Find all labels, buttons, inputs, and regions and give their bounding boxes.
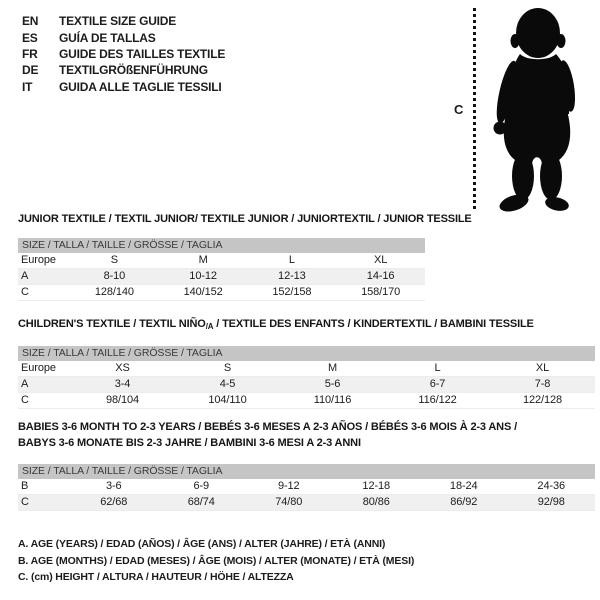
table-cell: 158/170 (361, 286, 401, 298)
row-label: A (21, 270, 29, 282)
lang-row-es (22, 29, 225, 45)
column-header: L (288, 254, 295, 266)
table-cell: 128/140 (94, 286, 134, 298)
footnote-a: A. AGE (YEARS) / EDAD (AÑOS) / ÂGE (ANS) / ALTER (JAHRE) / ETÀ (ANNI) (18, 538, 386, 550)
children-title-sub: /A (205, 322, 214, 331)
children-section-title (18, 318, 534, 331)
table-row-months (18, 479, 595, 495)
lang-code: FR (22, 46, 38, 61)
row-label: C (21, 286, 29, 298)
language-guide-list (22, 13, 225, 95)
table-header-row (18, 361, 595, 377)
column-header: L (434, 362, 441, 374)
table-row-age (18, 377, 595, 393)
table-cell: 74/80 (275, 496, 303, 508)
table-cell: 12-18 (362, 480, 391, 492)
junior-size-table (18, 238, 425, 301)
table-cell: 12-13 (278, 270, 306, 282)
lang-label: GUIDA ALLE TAGLIE TESSILI (59, 79, 222, 94)
table-cell: 104/110 (208, 394, 247, 406)
table-cell: 152/158 (272, 286, 312, 298)
table-cell: 92/98 (537, 496, 565, 508)
row-label: C (21, 496, 29, 508)
footnote-b: B. AGE (MONTHS) / EDAD (MESES) / ÂGE (MOIS) / ALTER (MONATE) / ETÀ (MESI) (18, 554, 415, 567)
lang-row-it (22, 79, 225, 95)
table-cell: 24-36 (537, 480, 566, 492)
lang-label: GUÍA DE TALLAS (59, 30, 156, 45)
table-cell: 68/74 (187, 496, 215, 508)
table-cell: 62/68 (100, 496, 128, 508)
table-cell: 7-8 (534, 378, 551, 390)
children-size-table (18, 346, 595, 409)
junior-section-title: JUNIOR TEXTILE / TEXTIL JUNIOR/ TEXTILE JUNIOR / JUNIORTEXTIL / JUNIOR TESSILE (18, 213, 472, 225)
babies-title-line2: BABYS 3-6 MONATE BIS 2-3 JAHRE / BAMBINI 3-6 MESI A 2-3 ANNI (18, 437, 361, 449)
babies-section-title (18, 419, 517, 451)
table-cell: 9-12 (277, 480, 300, 492)
table-cell: 6-7 (429, 378, 446, 390)
table-cell: 18-24 (449, 480, 478, 492)
table-cell: 86/92 (450, 496, 478, 508)
lang-code: IT (22, 79, 33, 94)
children-title-post: / TEXTILE DES ENFANTS / KINDERTEXTIL / BAMBINI TESSILE (213, 318, 534, 330)
column-header: XL (373, 254, 388, 266)
column-header: M (198, 254, 208, 266)
table-cell: 10-12 (189, 270, 217, 282)
lang-label: GUIDE DES TAILLES TEXTILE (59, 46, 226, 61)
height-measure-figure (446, 4, 596, 216)
lang-code: EN (22, 14, 39, 29)
column-header: S (223, 362, 232, 374)
column-header: S (110, 254, 118, 266)
column-header: M (327, 362, 338, 374)
lang-code: DE (22, 63, 39, 78)
table-cell: 3-6 (105, 480, 122, 492)
lang-label: TEXTILGRÖßENFÜHRUNG (59, 63, 208, 78)
column-header: Europe (21, 362, 56, 374)
size-header-bar: SIZE / TALLA / TAILLE / GRÖSSE / TAGLIA (18, 238, 425, 253)
row-label: C (21, 394, 29, 406)
baby-silhouette-icon (486, 4, 588, 214)
footnote-legend (18, 536, 414, 586)
column-header: Europe (21, 254, 56, 266)
column-header: XL (535, 362, 550, 374)
footnote-c: C. (cm) HEIGHT / ALTURA / HAUTEUR / HÖHE / ALTEZZA (18, 571, 294, 583)
table-row-height (18, 393, 595, 409)
size-header-bar: SIZE / TALLA / TAILLE / GRÖSSE / TAGLIA (18, 346, 595, 361)
table-cell: 8-10 (103, 270, 126, 282)
babies-title-line1: BABIES 3-6 MONTH TO 2-3 YEARS / BEBÉS 3-6 MESES A 2-3 AÑOS / BÉBÉS 3-6 MOIS À 2-3 ANS / (18, 421, 517, 433)
table-row-height (18, 495, 595, 511)
table-header-row (18, 253, 425, 269)
table-cell: 14-16 (366, 270, 395, 282)
lang-row-en (22, 13, 225, 29)
row-label: A (21, 378, 29, 390)
lang-row-de (22, 62, 225, 78)
table-cell: 140/152 (183, 286, 223, 298)
table-cell: 4-5 (219, 378, 236, 390)
lang-row-fr (22, 46, 225, 62)
size-header-bar: SIZE / TALLA / TAILLE / GRÖSSE / TAGLIA (18, 464, 595, 479)
row-label: B (21, 480, 29, 492)
table-cell: 98/104 (105, 394, 140, 406)
table-row-age (18, 269, 425, 285)
table-cell: 5-6 (324, 378, 341, 390)
lang-code: ES (22, 30, 38, 45)
height-dashed-line (473, 8, 476, 209)
table-cell: 122/128 (522, 394, 563, 406)
table-cell: 3-4 (114, 378, 131, 390)
children-title-pre: CHILDREN'S TEXTILE / TEXTIL NIÑO (18, 318, 206, 330)
babies-size-table (18, 464, 595, 511)
table-cell: 116/122 (418, 394, 457, 406)
measure-c-label: C (454, 102, 464, 117)
table-cell: 110/116 (313, 394, 352, 406)
column-header: XS (115, 362, 130, 374)
table-cell: 80/86 (362, 496, 390, 508)
table-cell: 6-9 (193, 480, 210, 492)
table-row-height (18, 285, 425, 301)
lang-label: TEXTILE SIZE GUIDE (59, 14, 177, 29)
